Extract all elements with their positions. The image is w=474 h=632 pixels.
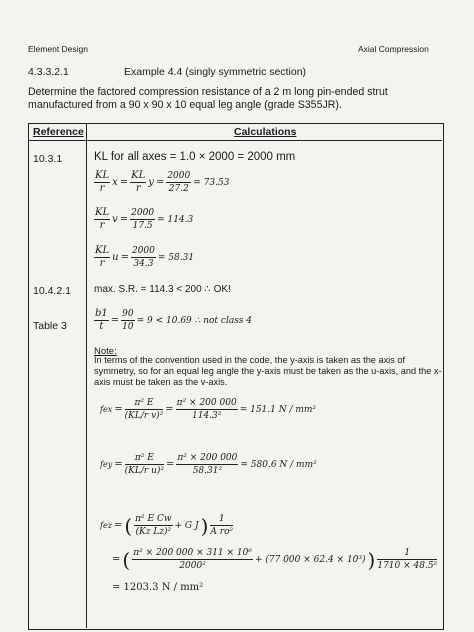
reference-clause: Table 3 bbox=[33, 320, 67, 332]
fraction-denominator: 10 bbox=[122, 322, 134, 332]
fex-equation: fex = $\frac{\text{π² E}}{\text{(KL/r v)²}}$ = $\frac{\text{π² × 200 000}}{\text{114.3²}}$ = 151.1 N / mm² bbox=[100, 398, 317, 421]
fraction-numerator: 1 bbox=[210, 513, 233, 526]
kl-label: KL bbox=[128, 411, 141, 421]
kl-label: KL bbox=[128, 466, 141, 476]
fraction-numerator: 2000 bbox=[131, 246, 155, 256]
fraction-denominator: 17.5 bbox=[132, 221, 153, 231]
result-value: = 151.1 N / mm² bbox=[239, 404, 317, 415]
column-header-calculations: Calculations bbox=[234, 126, 297, 138]
fraction-numerator: π² × 200 000 × 311 × 10⁶ bbox=[133, 548, 252, 558]
fraction-denominator: 1710 × 48.5² bbox=[377, 561, 438, 571]
fraction-numerator: 90 bbox=[122, 309, 134, 319]
slenderness-v-equation: $\frac{KL}{r}$ v = $\frac{2000}{17.5}$ = 114.3 bbox=[95, 207, 194, 231]
fraction-numerator: 2000 bbox=[131, 208, 155, 218]
fez-substitution: = ( $\frac{\text{π² × 200 000 × 311 × 10⁶}}{\text{2000²}}$ + (77 000 × 62.4 × 10³) ) $\frac{1}{\text{1710 × 48.5²}}$ bbox=[112, 547, 438, 572]
running-header-right: Axial Compression bbox=[358, 44, 429, 54]
reference-clause: 10.3.1 bbox=[33, 153, 63, 165]
slenderness-u-equation: $\frac{KL}{r}$ u = $\frac{2000}{34.3}$ = 58.31 bbox=[95, 245, 195, 269]
axis-subscript: x bbox=[112, 177, 118, 188]
fraction-numerator: KL bbox=[95, 207, 110, 218]
fraction-numerator: 2000 bbox=[167, 171, 191, 181]
fraction-denominator: 58.31² bbox=[192, 466, 223, 476]
fraction-denominator: 114.3² bbox=[191, 411, 222, 421]
note-label: Note: bbox=[94, 346, 117, 357]
max-slenderness-check: max. S.R. = 114.3 < 200 ∴ OK! bbox=[94, 284, 231, 295]
result-value: = 114.3 bbox=[157, 214, 194, 225]
slenderness-xy-equation: $\frac{KL}{r}$ x = $\frac{KL}{r}$ y = $\frac{2000}{27.2}$ = 73.53 bbox=[95, 170, 230, 194]
fraction-denominator: r bbox=[99, 258, 105, 269]
result-value: = 58.31 bbox=[157, 252, 195, 263]
fraction-numerator: KL bbox=[95, 170, 110, 181]
stress-symbol: fez bbox=[100, 521, 112, 530]
running-header-left: Element Design bbox=[28, 44, 89, 54]
fraction-numerator: π² E bbox=[125, 452, 164, 465]
stress-symbol: fex bbox=[100, 405, 113, 414]
fraction-numerator: KL bbox=[131, 170, 146, 181]
fraction-denominator: 34.3 bbox=[133, 259, 154, 269]
axis-subscript: u bbox=[112, 252, 119, 263]
r-label: r bbox=[143, 411, 149, 421]
calc-table-divider bbox=[86, 123, 87, 628]
example-title: Example 4.4 (singly symmetric section) bbox=[124, 66, 307, 78]
fey-equation: fey = $\frac{\text{π² E}}{\text{(KL/r u)²}}$ = $\frac{\text{π² × 200 000}}{\text{58.31²}}$ = 580.6 N / mm² bbox=[100, 453, 317, 476]
gj-term: + (77 000 × 62.4 × 10³) bbox=[254, 554, 366, 565]
axis-subscript: u bbox=[151, 466, 157, 476]
calc-table-header-rule bbox=[28, 140, 442, 141]
axis-subscript: v bbox=[151, 411, 157, 421]
note-text: In terms of the convention used in the code, the y-axis is taken as the axis of symmetry, so for an equal leg angle the y-axis must be taken as the u-axis, and the x-axis must be taken as the v-axis. bbox=[94, 355, 442, 387]
fraction-numerator: π² × 200 000 bbox=[177, 453, 238, 463]
fraction-numerator: KL bbox=[95, 245, 110, 256]
problem-statement: Determine the factored compression resistance of a 2 m long pin-ended strut manufactured from a 90 x 90 x 10 equal leg angle (grade S355JR). bbox=[28, 86, 388, 111]
fez-equation: fez = ( $\frac{\text{π² E Cw}}{\text{(Kz Lz)²}}$ + G J ) $\frac{1}{\text{A ro²}}$ bbox=[100, 513, 234, 538]
fraction-denominator: r bbox=[99, 183, 105, 194]
fraction-denominator: (KL/r v)² bbox=[124, 411, 164, 421]
reference-clause: 10.4.2.1 bbox=[33, 285, 71, 297]
fraction-denominator: 2000² bbox=[179, 561, 206, 571]
width-thickness-equation: $\frac{b1}{t}$ = $\frac{90}{10}$ = 9 < 10.69 ∴ not class 4 bbox=[95, 308, 253, 332]
axis-subscript: y bbox=[148, 177, 154, 188]
fraction-numerator: b1 bbox=[95, 308, 108, 319]
result-value: = 580.6 N / mm² bbox=[240, 459, 317, 470]
fraction-denominator: (KL/r u)² bbox=[124, 466, 164, 476]
fraction-denominator: t bbox=[99, 321, 104, 332]
fez-result: = 1203.3 N / mm² bbox=[112, 582, 204, 593]
fraction-numerator: 1 bbox=[377, 547, 437, 560]
fraction-denominator: A ro² bbox=[210, 527, 234, 537]
fraction-denominator: (Kz Lz)² bbox=[135, 527, 172, 537]
column-header-reference: Reference bbox=[33, 126, 84, 138]
effective-length-line: KL for all axes = 1.0 × 2000 = 2000 mm bbox=[94, 151, 296, 163]
result-value: = 73.53 bbox=[193, 177, 230, 188]
fraction-denominator: r bbox=[135, 183, 141, 194]
fraction-denominator: r bbox=[99, 220, 105, 231]
stress-symbol: fey bbox=[100, 460, 113, 469]
fraction-numerator: π² E Cw bbox=[135, 514, 172, 524]
result-value: = 9 < 10.69 ∴ not class 4 bbox=[136, 315, 253, 326]
fraction-numerator: π² × 200 000 bbox=[176, 398, 237, 408]
gj-term: + G J bbox=[174, 520, 199, 531]
fraction-denominator: 27.2 bbox=[168, 184, 189, 194]
axis-subscript: v bbox=[112, 214, 118, 225]
section-number: 4.3.3.2.1 bbox=[28, 66, 69, 78]
fraction-numerator: π² E bbox=[125, 397, 164, 410]
r-label: r bbox=[143, 466, 149, 476]
